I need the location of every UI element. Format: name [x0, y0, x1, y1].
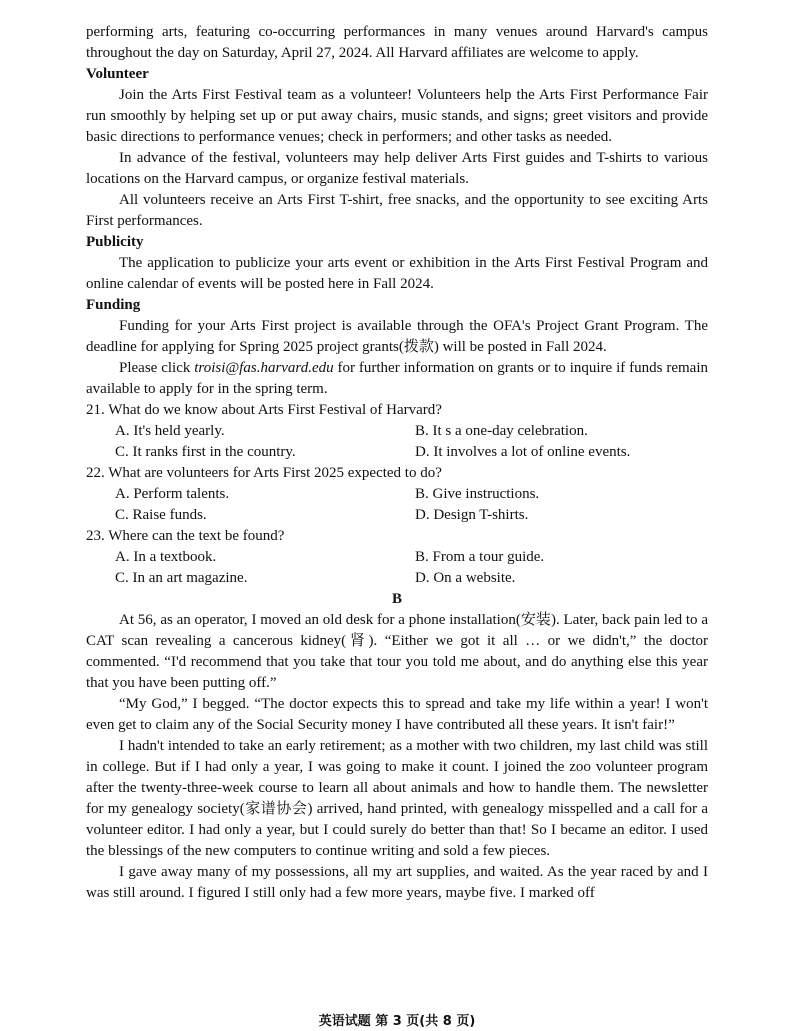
passage-a — [86, 22, 708, 904]
passage-b-paragraph-3: I hadn't intended to take an early retirement; as a mother with two children, my last child was still in college. But if I had only a year, I was going to make it count. I joined the zoo volunteer program after the twenty-three-week course to learn all about animals and how to handle them. The newsletter for my genealogy society(家谱协会) arrived, hand printed, with genealogy misspelled and a call for a volunteer editor. I had only a year, but I could surely do better than that! So I became an editor. I used the blessings of the new computers to continue writing and sold a few pieces. — [86, 738, 708, 859]
option-b: B. It s a one-day celebration. — [415, 423, 588, 439]
question-stem: 22. What are volunteers for Arts First 2025 expected to do? — [86, 465, 442, 481]
question-stem: 23. Where can the text be found? — [86, 528, 285, 544]
option-a: A. It's held yearly. — [115, 423, 225, 439]
email-link[interactable]: troisi@fas.harvard.edu — [194, 360, 334, 376]
volunteer-paragraph-2: In advance of the festival, volunteers may help deliver Arts First guides and T-shirts to various locations on the Harvard campus, or organize festival materials. — [86, 150, 708, 187]
option-b: B. From a tour guide. — [415, 549, 545, 565]
volunteer-paragraph-1: Join the Arts First Festival team as a volunteer! Volunteers help the Arts First Performance Fair run smoothly by helping set up or put away chairs, music stands, and signs; greet visitors and provide basic directions to performance venues; check in performers; and other tasks as needed. — [86, 87, 708, 145]
option-a: A. In a textbook. — [115, 549, 217, 565]
question-22 — [86, 463, 708, 526]
funding-heading: Funding — [86, 297, 141, 313]
intro-paragraph: performing arts, featuring co-occurring performances in many venues around Harvard's campus throughout the day on Saturday, April 27, 2024. All Harvard affiliates are welcome to apply. — [86, 24, 708, 61]
funding-text-before: Please click — [119, 360, 195, 376]
option-c: C. It ranks first in the country. — [115, 444, 296, 460]
option-grid — [86, 547, 708, 589]
option-d: D. It involves a lot of online events. — [415, 444, 631, 460]
page-footer: 英语试题 第 3 页(共 8 页) — [318, 1014, 476, 1029]
option-grid — [86, 484, 708, 526]
option-grid — [86, 421, 708, 463]
volunteer-paragraph-3: All volunteers receive an Arts First T-shirt, free snacks, and the opportunity to see exciting Arts First performances. — [86, 192, 708, 229]
option-d: D. Design T-shirts. — [415, 507, 529, 523]
passage-b-paragraph-4: I gave away many of my possessions, all my art supplies, and waited. As the year raced by and I was still around. I figured I still only had a few more years, maybe five. I marked off — [86, 864, 708, 901]
funding-paragraph-1: Funding for your Arts First project is available through the OFA's Project Grant Program. The deadline for applying for Spring 2025 project grants(拨款) will be posted in Fall 2024. — [86, 318, 708, 355]
volunteer-heading: Volunteer — [86, 66, 149, 82]
question-21 — [86, 400, 708, 463]
passage-b-paragraph-1: At 56, as an operator, I moved an old desk for a phone installation(安装). Later, back pain led to a CAT scan revealing a cancerous kidney(肾). “Either we got it all … or we didn't,” the doctor commented. “I'd recommend that you take that tour you told me about, and do anything else this year that you have been putting off.” — [86, 612, 708, 691]
option-d: D. On a website. — [415, 570, 516, 586]
question-stem: 21. What do we know about Arts First Festival of Harvard? — [86, 402, 442, 418]
passage-b-label: B — [391, 591, 402, 607]
option-a: A. Perform talents. — [115, 486, 230, 502]
option-b: B. Give instructions. — [415, 486, 540, 502]
question-23 — [86, 526, 708, 589]
passage-b-paragraph-2: “My God,” I begged. “The doctor expects this to spread and take my life within a year! I won't even get to claim any of the Social Security money I have contributed all these years. It isn't fair!” — [86, 696, 708, 733]
option-c: C. In an art magazine. — [115, 570, 248, 586]
publicity-heading: Publicity — [86, 234, 144, 250]
funding-text-after: for further information on grants or to inquire if funds remain available to apply for in the spring term. — [86, 360, 708, 397]
publicity-paragraph: The application to publicize your arts event or exhibition in the Arts First Festival Program and online calendar of events will be posted here in Fall 2024. — [86, 255, 708, 292]
option-c: C. Raise funds. — [115, 507, 207, 523]
funding-paragraph-2 — [86, 358, 708, 400]
